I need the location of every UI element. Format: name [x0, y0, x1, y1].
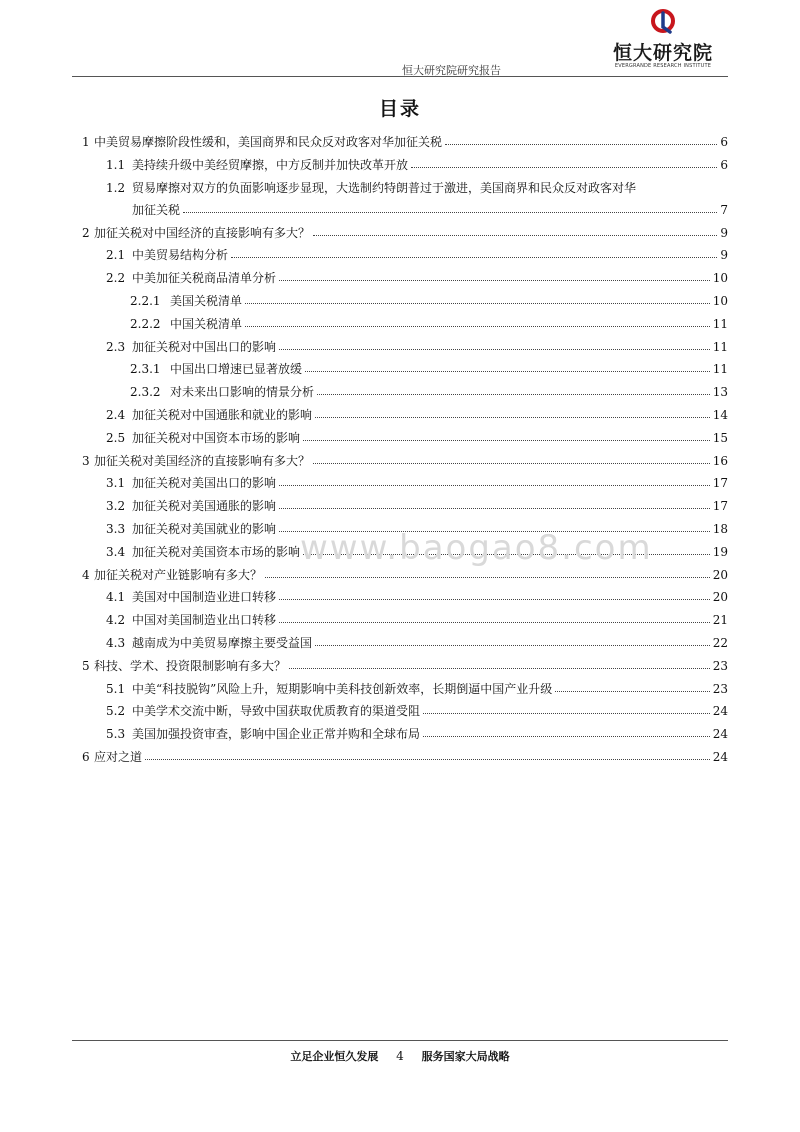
- toc-leader-dots: [305, 371, 710, 372]
- toc-leader-dots: [423, 713, 710, 714]
- logo: [598, 8, 728, 70]
- toc-entry-page: 24: [712, 749, 728, 764]
- toc-entry[interactable]: [72, 655, 728, 678]
- toc-entry-title: 加征关税对中国出口的影响: [132, 339, 277, 354]
- toc-entry-number: 2.3.1: [130, 362, 161, 377]
- toc-entry-title: 美国加强投资审查，影响中国企业正常并购和全球布局: [132, 727, 421, 742]
- toc-entry-title: 中国关税清单: [170, 316, 243, 331]
- toc-entry-number: 4.3: [106, 635, 126, 650]
- toc-leader-dots: [245, 326, 710, 327]
- toc-entry-page: 11: [712, 339, 728, 354]
- toc-leader-dots: [289, 668, 710, 669]
- toc-entry-page: 17: [712, 476, 728, 491]
- toc-entry-title: 中美“科技脱钩”风险上升，短期影响中美科技创新效率，长期倒逼中国产业升级: [132, 681, 553, 696]
- toc-entry-number: 5.2: [106, 704, 126, 719]
- toc-entry-number: 4: [82, 567, 90, 582]
- toc-entry-number: 2.2.1: [130, 293, 161, 308]
- toc-entry-number: 3.4: [106, 544, 126, 559]
- toc-entry-page: 10: [712, 293, 728, 308]
- toc-entry[interactable]: [72, 632, 728, 655]
- toc-leader-dots: [279, 599, 710, 600]
- page-header: [72, 0, 728, 80]
- page-number: 4: [396, 1049, 404, 1063]
- toc-leader-dots: [265, 577, 710, 578]
- toc-entry-number: 1.2: [106, 180, 126, 195]
- toc-leader-dots: [313, 235, 717, 236]
- toc-entry[interactable]: [72, 609, 728, 632]
- toc-entry-number: 2: [82, 225, 90, 240]
- toc-title: 目录: [378, 98, 421, 120]
- toc-leader-dots: [145, 759, 710, 760]
- toc-entry[interactable]: [72, 358, 728, 381]
- toc-entry-title: 越南成为中美贸易摩擦主要受益国: [132, 635, 313, 650]
- toc-entry-title-continued: 加征关税: [132, 202, 181, 217]
- toc-entry-page: 10: [712, 271, 728, 286]
- toc-entry[interactable]: [72, 267, 728, 290]
- toc-entry[interactable]: [72, 472, 728, 495]
- toc-entry-title: 对未来出口影响的情景分析: [170, 385, 315, 400]
- report-label: 恒大研究院研究报告: [402, 64, 501, 77]
- toc-entry-title: 加征关税对中国通胀和就业的影响: [132, 407, 313, 422]
- toc-entry-title: 美持续升级中美经贸摩擦，中方反制并加快改革开放: [132, 157, 409, 172]
- toc-entry[interactable]: [72, 404, 728, 427]
- toc-entry-number: 3.1: [106, 476, 126, 491]
- toc-entry-page: 14: [712, 407, 728, 422]
- footer-divider: [72, 1040, 728, 1041]
- toc-entry-title: 中美贸易结构分析: [132, 248, 229, 263]
- toc-entry[interactable]: [72, 723, 728, 746]
- toc-leader-dots: [279, 280, 710, 281]
- toc-entry-title: 加征关税对中国经济的直接影响有多大？: [94, 225, 311, 240]
- toc-entry-number: 1: [82, 135, 90, 149]
- header-divider: [72, 76, 728, 77]
- toc-leader-dots: [183, 212, 717, 213]
- toc-entry[interactable]: [72, 495, 728, 518]
- toc-leader-dots: [315, 417, 710, 418]
- toc-entry-number: 2.3.2: [130, 385, 161, 400]
- evergrande-logo-icon: [648, 8, 678, 38]
- toc-entry[interactable]: [72, 177, 728, 222]
- toc-entry[interactable]: [72, 154, 728, 177]
- toc-leader-dots: [245, 303, 710, 304]
- toc-entry-number: 2.3: [106, 339, 126, 354]
- toc-entry-page: 20: [712, 567, 728, 582]
- toc-entry-page: 7: [720, 202, 728, 217]
- toc-leader-dots: [423, 736, 710, 737]
- toc-entry-page: 20: [712, 590, 728, 605]
- toc-entry[interactable]: [72, 678, 728, 701]
- toc-entry-number: 4.2: [106, 613, 126, 628]
- toc-entry-page: 15: [712, 430, 728, 445]
- toc-entry[interactable]: [72, 290, 728, 313]
- toc-entry-title: 应对之道: [94, 749, 143, 764]
- toc-entry-number: 3.2: [106, 499, 126, 514]
- toc-entry-title: 加征关税对美国出口的影响: [132, 476, 277, 491]
- toc-entry[interactable]: [72, 222, 728, 245]
- toc-entry-title: 加征关税对美国就业的影响: [132, 521, 277, 536]
- toc-entry-page: 24: [712, 704, 728, 719]
- toc-entry-title: 美国关税清单: [170, 293, 243, 308]
- toc-leader-dots: [313, 463, 710, 464]
- toc-entry-page: 22: [712, 635, 728, 650]
- toc-entry-title: 加征关税对美国经济的直接影响有多大？: [94, 453, 311, 468]
- toc-entry[interactable]: [72, 336, 728, 359]
- toc-entry-number: 5.3: [106, 727, 126, 742]
- toc-leader-dots: [317, 394, 710, 395]
- footer-slogan-left: 立足企业恒久发展: [290, 1050, 379, 1063]
- toc-entry-number: 2.4: [106, 407, 126, 422]
- toc-entry-number: 5.1: [106, 681, 126, 696]
- toc-entry[interactable]: [72, 586, 728, 609]
- toc-entry-page: 21: [712, 613, 728, 628]
- toc-entry-page: 16: [712, 453, 728, 468]
- toc-entry-page: 11: [712, 362, 728, 377]
- toc-leader-dots: [303, 440, 710, 441]
- toc-leader-dots: [555, 691, 710, 692]
- toc-entry-number: 3: [82, 453, 90, 468]
- toc-entry-title: 加征关税对美国资本市场的影响: [132, 544, 301, 559]
- toc-entry-page: 23: [712, 681, 728, 696]
- toc-entry-title: 加征关税对美国通胀的影响: [132, 499, 277, 514]
- toc-leader-dots: [279, 349, 710, 350]
- toc-entry[interactable]: [72, 427, 728, 450]
- table-of-contents: [72, 131, 728, 769]
- toc-entry-title: 科技、学术、投资限制影响有多大？: [94, 658, 287, 673]
- toc-leader-dots: [279, 485, 710, 486]
- toc-entry[interactable]: [72, 381, 728, 404]
- toc-entry-title: 中美贸易摩擦阶段性缓和，美国商界和民众反对政客对华加征关税: [94, 135, 443, 149]
- toc-entry-number: 6: [82, 749, 90, 764]
- logo-name: 恒大研究院: [612, 42, 713, 64]
- toc-entry-page: 9: [720, 248, 728, 263]
- toc-leader-dots: [279, 508, 710, 509]
- footer-slogan-right: 服务国家大局战略: [421, 1050, 510, 1063]
- logo-subtitle: EVERGRANDE RESEARCH INSTITUTE: [614, 63, 712, 69]
- toc-entry-number: 2.1: [106, 248, 126, 263]
- toc-entry[interactable]: [72, 131, 728, 154]
- watermark: www.baogao8.com: [300, 528, 653, 568]
- toc-entry-title: 中美学术交流中断，导致中国获取优质教育的渠道受阻: [132, 704, 421, 719]
- toc-entry-number: 4.1: [106, 590, 126, 605]
- page-footer: [0, 1048, 800, 1064]
- toc-entry[interactable]: [72, 450, 728, 473]
- toc-entry[interactable]: [72, 746, 728, 769]
- toc-entry-title: 美国对中国制造业进口转移: [132, 590, 277, 605]
- toc-leader-dots: [411, 167, 717, 168]
- toc-entry-number: 2.2.2: [130, 316, 161, 331]
- toc-entry-number: 2.5: [106, 430, 126, 445]
- toc-entry-page: 13: [712, 385, 728, 400]
- toc-entry-title: 加征关税对产业链影响有多大？: [94, 567, 263, 582]
- toc-entry-title: 贸易摩擦对双方的负面影响逐步显现，大选制约特朗普过于激进，美国商界和民众反对政客对华: [132, 180, 637, 195]
- toc-entry-number: 3.3: [106, 521, 126, 536]
- toc-entry[interactable]: [72, 244, 728, 267]
- toc-leader-dots: [279, 622, 710, 623]
- toc-entry-page: 6: [720, 157, 728, 172]
- toc-entry-page: 11: [712, 316, 728, 331]
- toc-entry-title: 加征关税对中国资本市场的影响: [132, 430, 301, 445]
- toc-entry-title: 中美加征关税商品清单分析: [132, 271, 277, 286]
- toc-entry-page: 24: [712, 727, 728, 742]
- toc-leader-dots: [231, 257, 717, 258]
- toc-entry-title: 中国出口增速已显著放缓: [170, 362, 303, 377]
- toc-entry-page: 17: [712, 499, 728, 514]
- toc-entry-number: 2.2: [106, 271, 126, 286]
- toc-entry-page: 19: [712, 544, 728, 559]
- toc-entry[interactable]: [72, 313, 728, 336]
- toc-entry[interactable]: [72, 700, 728, 723]
- toc-entry-page: 18: [712, 521, 728, 536]
- toc-entry-page: 9: [720, 225, 728, 240]
- toc-entry-number: 1.1: [106, 157, 126, 172]
- toc-entry-number: 5: [82, 658, 90, 673]
- toc-entry-page: 6: [720, 135, 728, 149]
- toc-entry-page: 23: [712, 658, 728, 673]
- toc-leader-dots: [315, 645, 710, 646]
- toc-leader-dots: [445, 144, 717, 145]
- toc-entry-title: 中国对美国制造业出口转移: [132, 613, 277, 628]
